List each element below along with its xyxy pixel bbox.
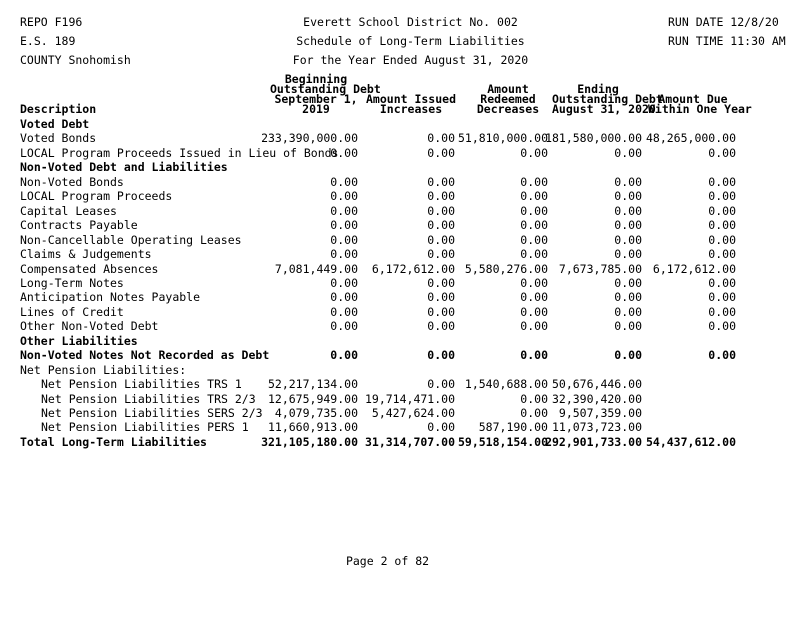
col-header-ending: August 31, 2020 — [552, 102, 656, 116]
cell-value: 0.00 — [708, 290, 736, 305]
col-header-beginning: 2019 — [302, 102, 330, 116]
row-description: Claims & Judgements — [20, 247, 152, 262]
cell-value: 0.00 — [427, 203, 455, 218]
cell-value: 0.00 — [520, 145, 548, 160]
cell-value: 0.00 — [427, 131, 455, 146]
section-heading: Other Liabilities — [20, 333, 138, 348]
cell-value: 0.00 — [427, 348, 455, 363]
cell-value: 587,190.00 — [478, 420, 548, 435]
row-description: Capital Leases — [20, 203, 117, 218]
cell-value: 181,580,000.00 — [545, 131, 642, 146]
row-description: Contracts Payable — [20, 218, 138, 233]
cell-value: 1,540,688.00 — [464, 377, 548, 392]
row-description: Compensated Absences — [20, 261, 159, 276]
row-description: Net Pension Liabilities PERS 1 — [41, 420, 249, 435]
header-right-line: RUN DATE 12/8/20 — [668, 15, 779, 29]
cell-value: 0.00 — [427, 174, 455, 189]
row-description: Non-Cancellable Operating Leases — [20, 232, 242, 247]
row-description: Lines of Credit — [20, 304, 124, 319]
cell-value: 0.00 — [708, 232, 736, 247]
page-number: Page 2 of 82 — [345, 554, 430, 568]
row-description: Net Pension Liabilities TRS 1 — [41, 377, 242, 392]
cell-value: 7,081,449.00 — [274, 261, 358, 276]
cell-value: 233,390,000.00 — [261, 131, 358, 146]
col-header-redeemed: Decreases — [476, 102, 540, 116]
cell-value: 0.00 — [427, 145, 455, 160]
row-description: LOCAL Program Proceeds — [20, 189, 173, 204]
cell-value: 5,580,276.00 — [464, 261, 548, 276]
cell-value: 0.00 — [614, 348, 642, 363]
cell-value: 0.00 — [708, 189, 736, 204]
row-description: Net Pension Liabilities TRS 2/3 — [41, 391, 256, 406]
header-center-line: Everett School District No. 002 — [303, 15, 518, 29]
section-heading: Non-Voted Debt and Liabilities — [20, 160, 228, 175]
cell-value: 11,073,723.00 — [551, 420, 642, 435]
cell-value: 32,390,420.00 — [551, 391, 642, 406]
cell-value: 0.00 — [427, 319, 455, 334]
cell-value: 0.00 — [330, 319, 358, 334]
cell-value: 0.00 — [520, 319, 548, 334]
cell-value: 50,676,446.00 — [551, 377, 642, 392]
col-header-ending: Outstanding Debt — [552, 92, 663, 106]
cell-value: 321,105,180.00 — [261, 434, 358, 449]
col-header-description: Description — [20, 102, 97, 116]
cell-value: 0.00 — [330, 275, 358, 290]
header-left-line: E.S. 189 — [20, 34, 76, 48]
cell-value: 0.00 — [614, 304, 642, 319]
cell-value: 292,901,733.00 — [545, 434, 642, 449]
col-header-issued: Amount Issued — [366, 92, 457, 106]
cell-value: 0.00 — [427, 189, 455, 204]
section-heading: Non-Voted Notes Not Recorded as Debt — [20, 348, 270, 363]
cell-value: 0.00 — [708, 174, 736, 189]
cell-value: 0.00 — [614, 174, 642, 189]
cell-value: 0.00 — [614, 247, 642, 262]
cell-value: 0.00 — [520, 203, 548, 218]
cell-value: 0.00 — [614, 203, 642, 218]
header-left-line: REPO F196 — [20, 15, 83, 29]
col-header-issued: Increases — [379, 102, 443, 116]
row-description: Net Pension Liabilities SERS 2/3 — [41, 406, 263, 420]
row-description: Net Pension Liabilities: — [20, 362, 187, 377]
cell-value: 0.00 — [330, 348, 358, 363]
cell-value: 0.00 — [708, 218, 736, 233]
row-description: LOCAL Program Proceeds Issued in Lieu of Bonds — [20, 145, 339, 160]
cell-value: 0.00 — [520, 406, 548, 420]
cell-value: 6,172,612.00 — [652, 261, 736, 276]
row-description: Other Non-Voted Debt — [20, 319, 159, 334]
cell-value: 52,217,134.00 — [267, 377, 358, 392]
cell-value: 0.00 — [330, 304, 358, 319]
header-right-line: RUN TIME 11:30 AM — [668, 34, 786, 48]
cell-value: 0.00 — [708, 348, 736, 363]
cell-value: 0.00 — [330, 218, 358, 233]
cell-value: 0.00 — [427, 232, 455, 247]
cell-value: 0.00 — [427, 218, 455, 233]
header-left-line: COUNTY Snohomish — [20, 53, 131, 67]
cell-value: 7,673,785.00 — [558, 261, 642, 276]
header-center-line: For the Year Ended August 31, 2020 — [292, 53, 529, 67]
cell-value: 0.00 — [520, 290, 548, 305]
section-heading: Total Long-Term Liabilities — [20, 434, 207, 449]
cell-value: 19,714,471.00 — [364, 391, 455, 406]
cell-value: 11,660,913.00 — [267, 420, 358, 435]
cell-value: 0.00 — [520, 174, 548, 189]
col-header-redeemed: Amount — [487, 82, 529, 96]
cell-value: 0.00 — [520, 232, 548, 247]
cell-value: 0.00 — [330, 290, 358, 305]
col-header-ending: Ending — [577, 82, 619, 96]
cell-value: 0.00 — [330, 174, 358, 189]
section-heading: Voted Debt — [20, 117, 90, 131]
cell-value: 48,265,000.00 — [645, 131, 736, 146]
cell-value: 54,437,612.00 — [645, 434, 736, 449]
cell-value: 0.00 — [330, 247, 358, 262]
header-center-line: Schedule of Long-Term Liabilities — [296, 34, 525, 48]
cell-value: 5,427,624.00 — [371, 406, 455, 420]
cell-value: 0.00 — [614, 232, 642, 247]
cell-value: 0.00 — [427, 275, 455, 290]
cell-value: 0.00 — [708, 145, 736, 160]
cell-value: 0.00 — [427, 247, 455, 262]
col-header-beginning: Beginning — [284, 72, 348, 86]
cell-value: 0.00 — [520, 247, 548, 262]
cell-value: 4,079,735.00 — [274, 406, 358, 420]
cell-value: 31,314,707.00 — [364, 434, 455, 449]
row-description: Non-Voted Bonds — [20, 174, 124, 189]
col-header-beginning: Outstanding Debt — [270, 82, 381, 96]
row-description: Anticipation Notes Payable — [20, 290, 201, 305]
cell-value: 0.00 — [520, 348, 548, 363]
cell-value: 0.00 — [708, 275, 736, 290]
cell-value: 0.00 — [330, 189, 358, 204]
row-description: Long-Term Notes — [20, 275, 124, 290]
cell-value: 0.00 — [614, 290, 642, 305]
col-header-due: Amount Due — [658, 92, 728, 106]
cell-value: 0.00 — [427, 290, 455, 305]
cell-value: 0.00 — [708, 203, 736, 218]
cell-value: 0.00 — [708, 319, 736, 334]
cell-value: 12,675,949.00 — [267, 391, 358, 406]
row-description: Voted Bonds — [20, 131, 97, 146]
cell-value: 6,172,612.00 — [371, 261, 455, 276]
cell-value: 9,507,359.00 — [558, 406, 642, 420]
cell-value: 0.00 — [520, 304, 548, 319]
cell-value: 0.00 — [614, 319, 642, 334]
cell-value: 0.00 — [330, 203, 358, 218]
cell-value: 0.00 — [614, 145, 642, 160]
cell-value: 0.00 — [520, 391, 548, 406]
col-header-due: Within One Year — [648, 102, 752, 116]
cell-value: 0.00 — [520, 189, 548, 204]
cell-value: 0.00 — [614, 218, 642, 233]
cell-value: 0.00 — [614, 189, 642, 204]
col-header-redeemed: Redeemed — [480, 92, 536, 106]
cell-value: 0.00 — [427, 420, 455, 435]
col-header-beginning: September 1, — [274, 92, 358, 106]
cell-value: 0.00 — [330, 232, 358, 247]
cell-value: 0.00 — [427, 304, 455, 319]
cell-value: 0.00 — [427, 377, 455, 392]
cell-value: 0.00 — [708, 304, 736, 319]
cell-value: 0.00 — [708, 247, 736, 262]
cell-value: 59,518,154.00 — [457, 434, 548, 449]
cell-value: 0.00 — [520, 275, 548, 290]
cell-value: 51,810,000.00 — [457, 131, 548, 146]
cell-value: 0.00 — [614, 275, 642, 290]
cell-value: 0.00 — [330, 145, 358, 160]
cell-value: 0.00 — [520, 218, 548, 233]
